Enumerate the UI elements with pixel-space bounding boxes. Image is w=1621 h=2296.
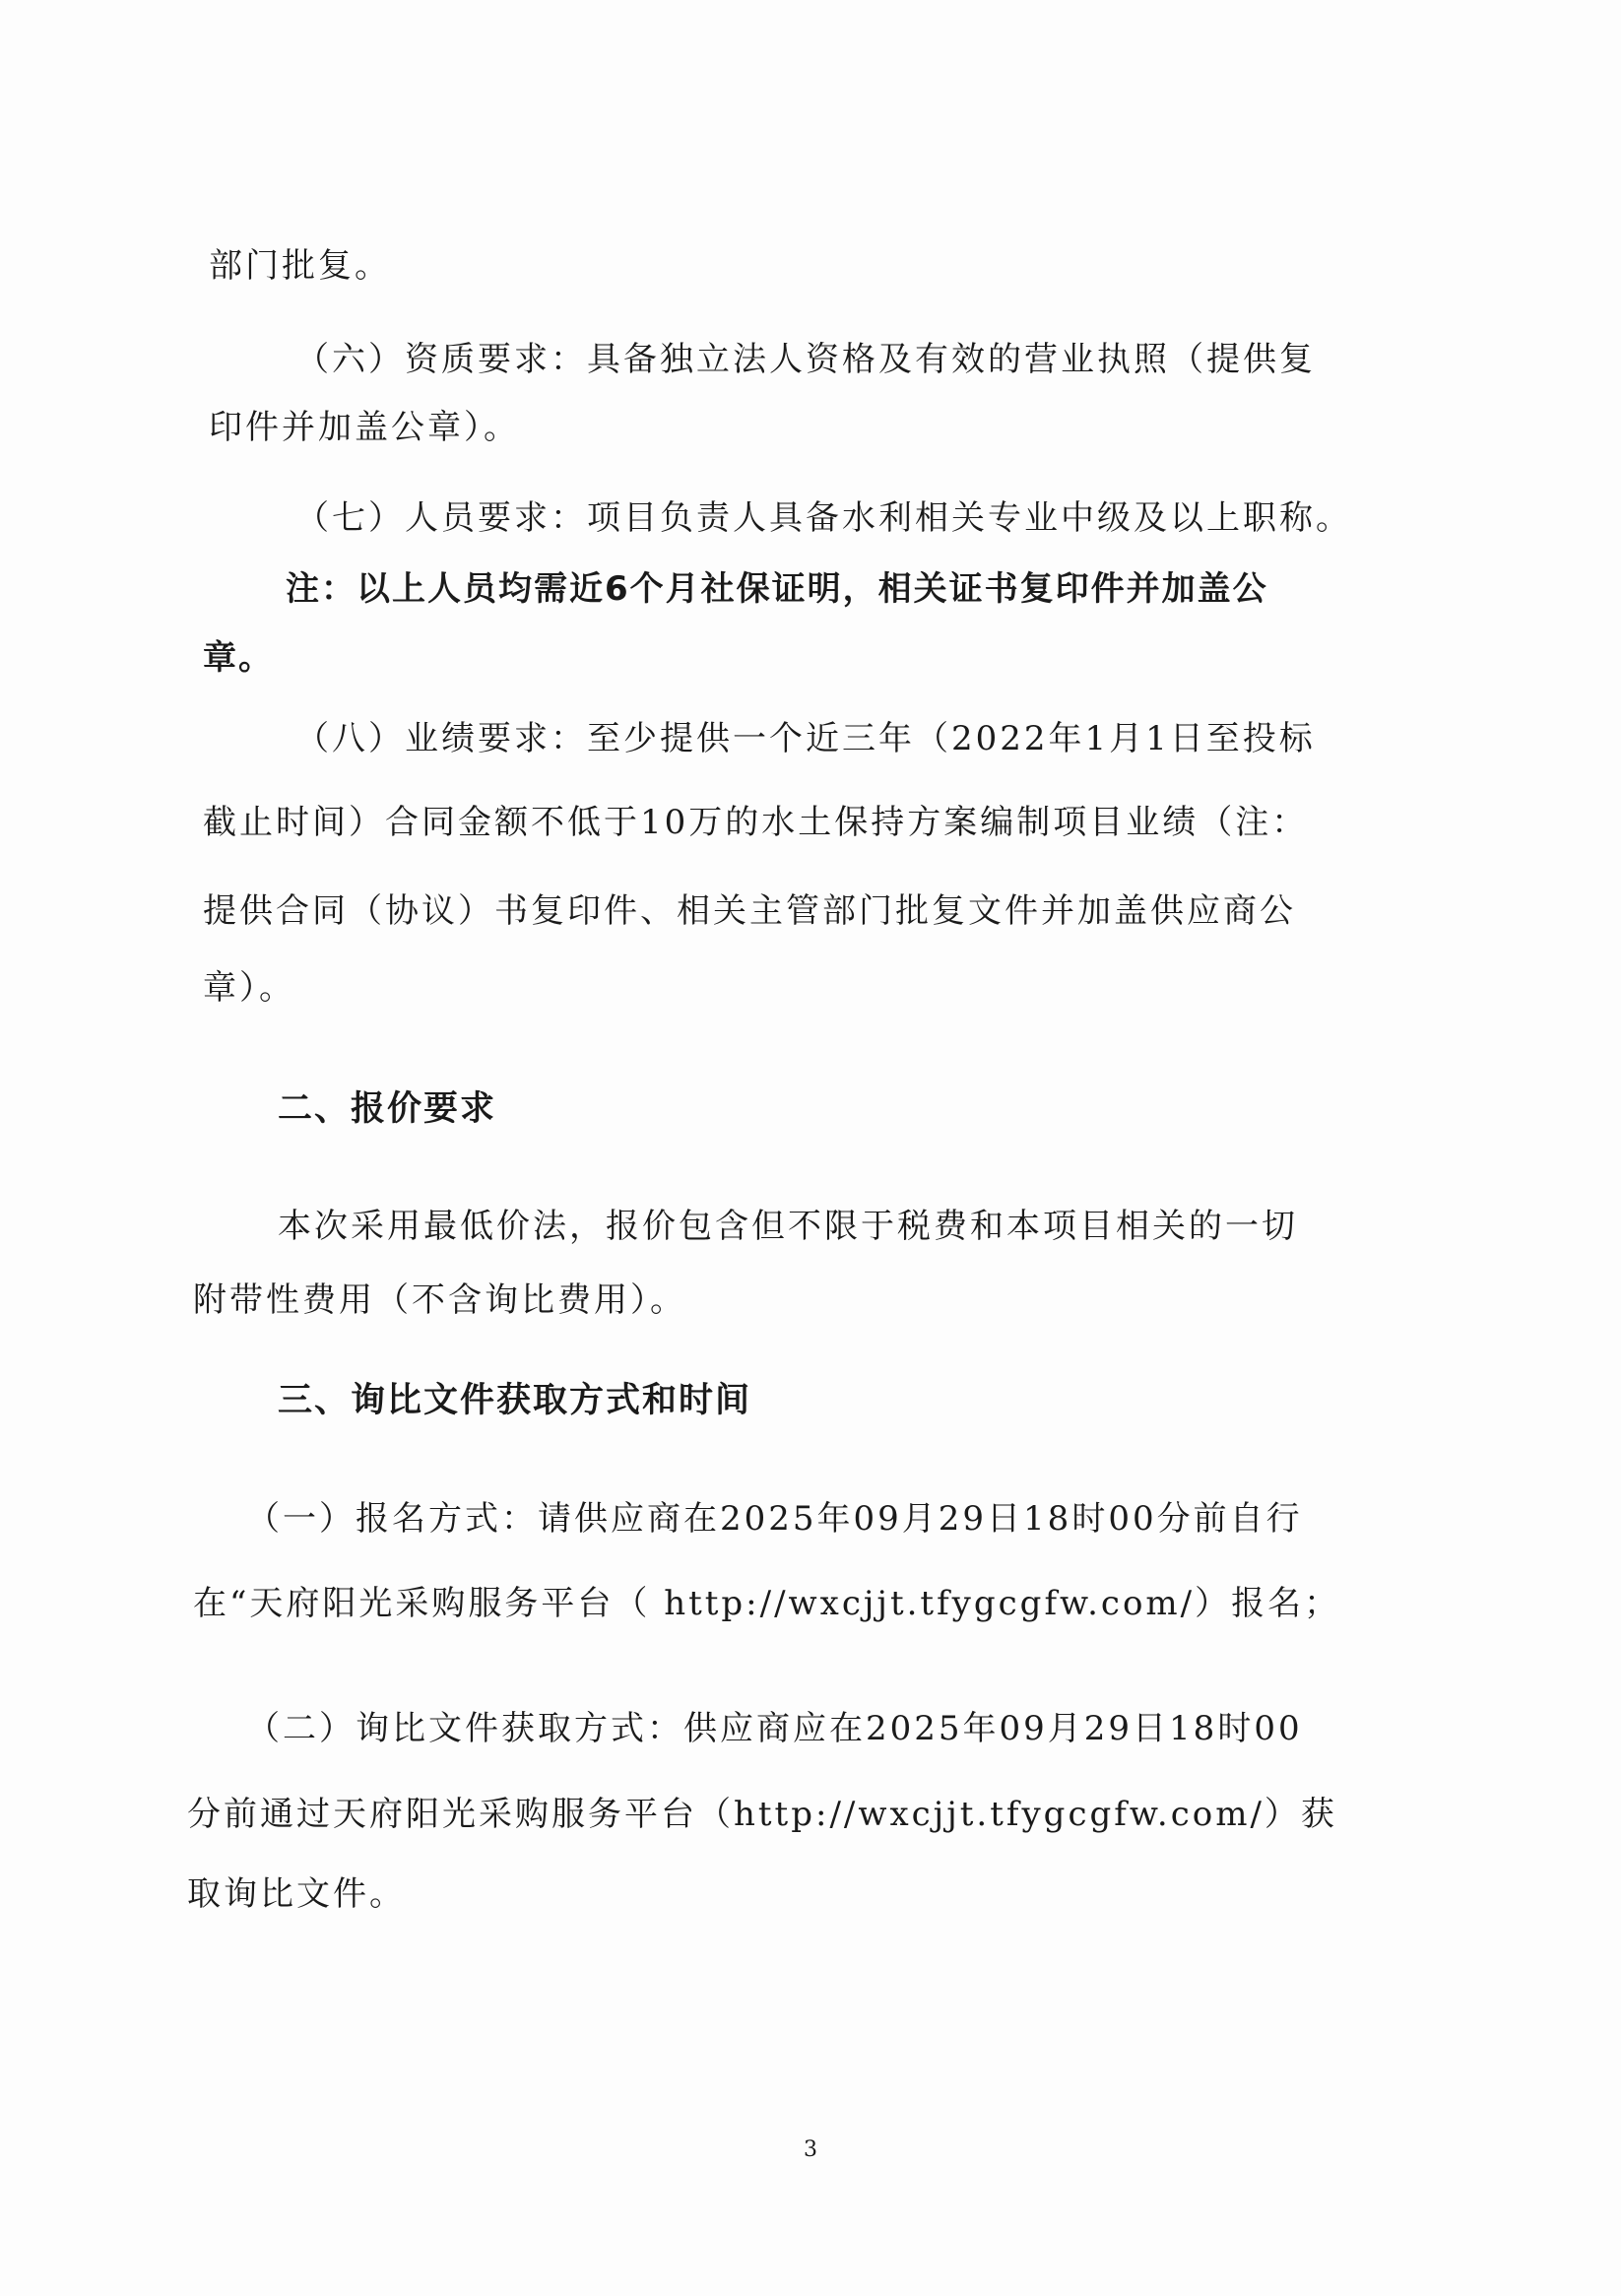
- text-line-8: 章）。: [203, 968, 295, 1008]
- note-line-1: 注：以上人员均需近6个月社保证明，相关证书复印件并加盖公: [286, 569, 1268, 609]
- text-line-10: 附带性费用（不含询比费用）。: [193, 1280, 686, 1320]
- text-line-12: 在“天府阳光采购服务平台（ http://wxcjjt.tfygcgfw.com/）报名；: [193, 1584, 1341, 1623]
- section-heading-2: 二、报价要求: [278, 1089, 497, 1129]
- section-heading-3: 三、询比文件获取方式和时间: [278, 1381, 752, 1420]
- page-number: 3: [804, 2137, 817, 2162]
- text-line-15: 取询比文件。: [187, 1874, 406, 1914]
- text-line-14: 分前通过天府阳光采购服务平台（http://wxcjjt.tfygcgfw.com/）获: [187, 1795, 1337, 1834]
- text-line-7: 提供合同（协议）书复印件、相关主管部门批复文件并加盖供应商公: [203, 891, 1296, 931]
- text-line-13: （二）询比文件获取方式：供应商应在2025年09月29日18时00: [246, 1709, 1303, 1748]
- text-line-6: 截止时间）合同金额不低于10万的水土保持方案编制项目业绩（注：: [203, 803, 1309, 842]
- text-line-11: （一）报名方式：请供应商在2025年09月29日18时00分前自行: [246, 1499, 1303, 1539]
- note-line-2: 章。: [203, 638, 274, 678]
- text-line-5: （八）业绩要求：至少提供一个近三年（2022年1月1日至投标: [295, 719, 1316, 758]
- text-line-1: 部门批复。: [209, 246, 391, 286]
- text-line-3: 印件并加盖公章）。: [209, 408, 520, 447]
- text-line-2: （六）资质要求：具备独立法人资格及有效的营业执照（提供复: [295, 340, 1316, 379]
- text-line-9: 本次采用最低价法，报价包含但不限于税费和本项目相关的一切: [278, 1207, 1298, 1246]
- text-line-4: （七）人员要求：项目负责人具备水利相关专业中级及以上职称。: [295, 498, 1352, 538]
